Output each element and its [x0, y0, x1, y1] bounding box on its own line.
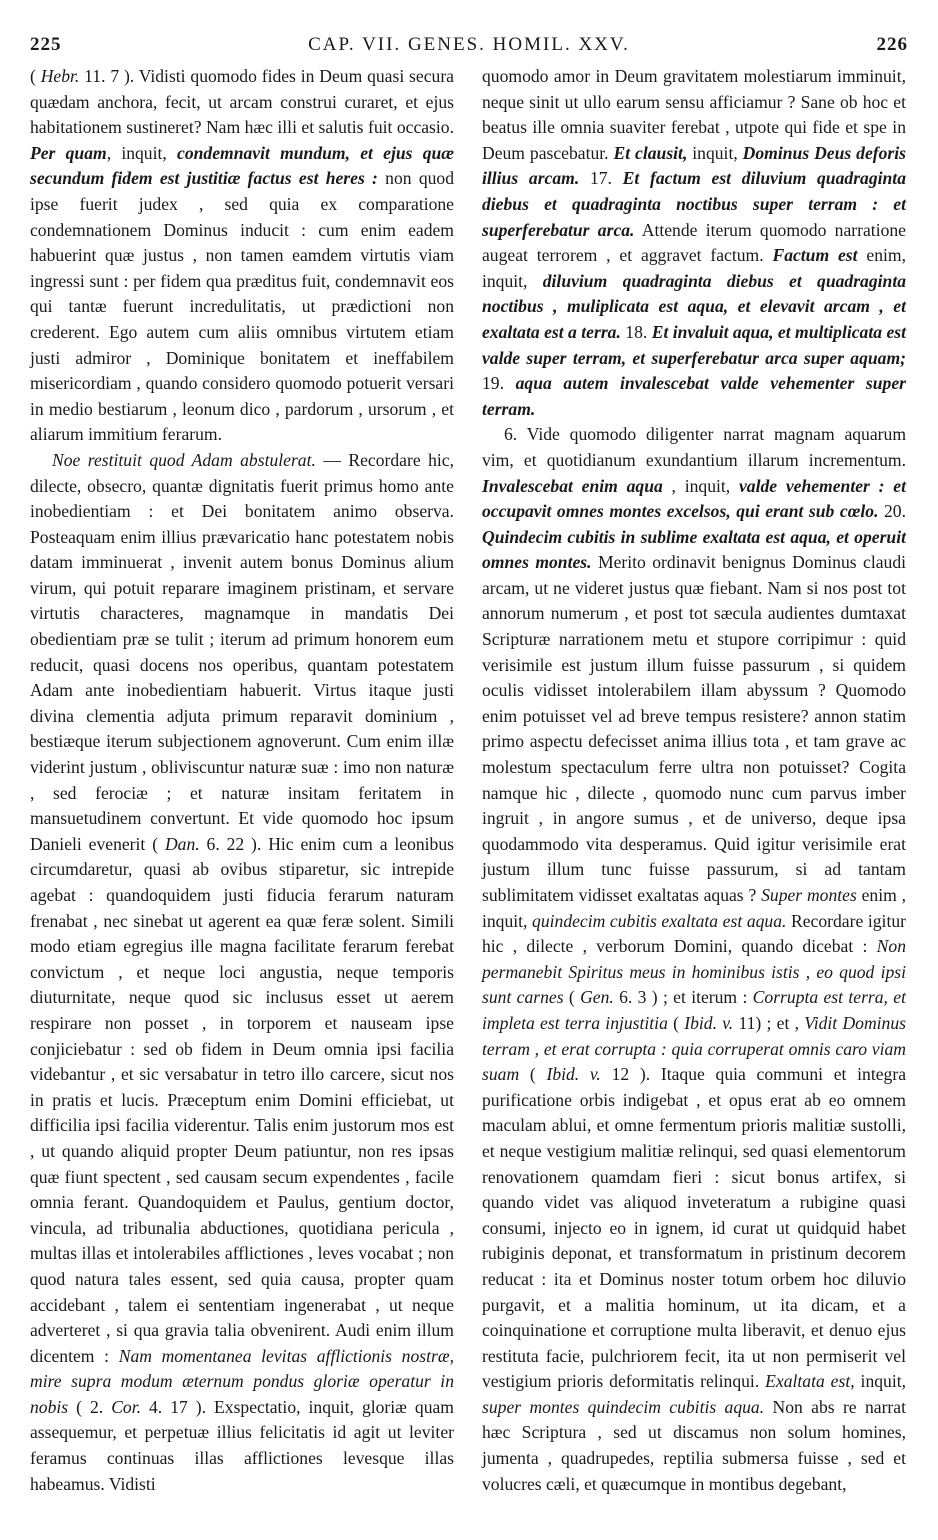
text-run: Non abs re narrat hæc Scriptura , sed ut discamus non solum homines, jumenta , quadrupedes, reptilia submersa fuisse , sed et volucres cæli, et quæcumque in montibus degebant,: [482, 1396, 906, 1494]
text-run: valde vehementer : et occupavit omnes montes excelsos, qui erant sub cœlo.: [482, 475, 906, 522]
text-run: diluvium quadraginta diebus et quadraginta noctibus , muliplicata est aqua, et elevavit arcam , et exaltata est a terra.: [482, 270, 906, 342]
text-run: Noe restituit quod Adam abstulerat.: [52, 449, 316, 470]
text-run: Non permanebit Spiritus meus in hominibus istis , eo quod ipsi sunt carnes: [482, 936, 906, 1008]
text-run: quindecim cubitis exaltata est aqua.: [532, 910, 787, 931]
text-run: enim, inquit,: [482, 245, 906, 291]
text-run: enim , inquit,: [482, 885, 906, 931]
text-run: Corrupta est terra, et impleta est terra injustitia: [482, 987, 906, 1033]
text-run: inquit,: [854, 1371, 907, 1392]
text-run: Dominus Deus deforis illius arcam.: [482, 142, 906, 189]
right-column: [482, 64, 906, 1497]
text-run: 20.: [878, 501, 906, 522]
text-run: Et invaluit aqua, et multiplicata est valde super terram, et superferebatur arca super aquam;: [482, 321, 906, 368]
text-run: (: [563, 987, 581, 1008]
text-run: — Recordare hic, dilecte, obsecro, quantæ dignitatis fuerit primus homo ante inobedientiam : et Dei bonitatem animo observa. Posteaquam enim illius prævaricatio hanc potestatem nobis datam imminuerat , invenit autem bonus Dominus alium virum, qui potuit reparare imaginem pristinam, et servare virtutis characteres, magnamque in mandatis Dei obedientiam præ se tulit ; iterum ad primum honorem eum reducit, quasi docens nos operibus, quantam potestatem Adam ante inobedientiam habuerit. Virtus itaque justi divina clementia adjuta primum reparavit dominium , bestiæque iterum subjectionem agnoverunt. Cum enim illæ viderint justum , obliviscuntur naturæ suæ : imo non naturæ , sed ferociæ ; et naturæ insitam feritatem in mansuetudinem convertunt. Et vide quomodo hoc ipsum Danieli evenerit (: [30, 449, 454, 854]
running-title: CAP. VII. GENES. HOMIL. XXV.: [308, 34, 630, 55]
text-run: Et factum est diluvium quadraginta diebus et quadraginta noctibus super terram : et superferebatur arca.: [482, 168, 906, 240]
text-run: Super montes: [761, 885, 857, 905]
text-run: Cor.: [111, 1396, 142, 1417]
text-run: 6. Vide quomodo diligenter narrat magnam aquarum vim, et quotidianum exundantium illarum incrementum.: [482, 424, 906, 470]
text-run: inquit,: [687, 142, 743, 163]
text-run: Attende iterum quomodo narratione augeat terrorem , et aggravet factum.: [482, 219, 906, 266]
left-column: [30, 64, 454, 1497]
text-run: Et clausit,: [613, 142, 688, 163]
text-run: super montes quindecim cubitis aqua.: [482, 1396, 765, 1417]
text-run: Gen.: [580, 987, 614, 1008]
text-run: Ibid. v.: [546, 1064, 601, 1085]
paragraph: [30, 64, 454, 448]
text-run: aqua autem invalescebat valde vehementer super terram.: [482, 373, 907, 419]
text-run: quomodo amor in Deum gravitatem molestiarum imminuit, neque sinit ut ullo earum sensu afficiamur ? Sane ob hoc et beatus ille omnia suaviter ferebat , utpote qui fide et spe in Deum pascebatur.: [482, 66, 906, 163]
page-header: [30, 34, 908, 60]
text-run: Dan.: [164, 833, 200, 854]
text-run: 6. 22 ). Hic enim cum a leonibus circumdaretur, quasi ab ovibus stiparetur, sic intrepide agebat : quandoquidem justi fiducia ferarum naturam frenabat , nec sinebat ut agerent ea quæ feræ solent. Simili modo etiam egregius ille magna facilitate ferarum ferebat convictum , et neque loci angustia, neque temporis diuturnitate, neque quod sic inclusus esset ut aerem respirare non posset , in torporem et nauseam ipse conjiciebatur : sed ob fidem in Deum omnia ipsi facilia videbantur , et sic versabatur in tetro illo carcere, sicut nos in pratis et lucis. Præceptum enim Domini efficiebat, ut difficilia ipsi facilia viderentur. Talis enim justorum mos est , ut quando aliquid propter Deum patiuntur, non res ipsas quæ fiunt spectent , sed causam secum expendentes , facile omnia ferant. Quandoquidem et Paulus, gentium doctor, vincula, ad tribunalia abductiones, quotidiana pericula , multas illas et intolerabiles afflictiones , leves vocabat ; non quod natura tales essent, sed quia causa, propter quam accidebant , talem ei sententiam ingenerabat , ut neque adverteret , si qua gravia talia obvenirent. Audi enim illum dicentem :: [30, 833, 454, 1366]
page-number-left: 225: [30, 34, 62, 55]
paragraph: [482, 422, 906, 1497]
text-run: 18.: [620, 321, 652, 342]
paragraph: [30, 448, 454, 1497]
text-run: (: [667, 1012, 685, 1033]
text-run: 11. 7 ). Vidisti quomodo fides in Deum quasi secura quædam anchora, fecit, ut arcam construi curaret, et ejus habitationem sustineret? Nam hæc illi et salutis fuit occasio.: [30, 66, 454, 138]
text-run: Quindecim cubitis in sublime exaltata est aqua, et operuit omnes montes.: [482, 526, 906, 573]
text-run: Invalescebat enim aqua: [482, 475, 663, 496]
text-run: Per quam: [30, 142, 107, 163]
text-run: (: [519, 1064, 547, 1085]
text-run: condemnavit mundum, et ejus quæ secundum fidem est justitiæ factus est heres :: [30, 142, 454, 189]
text-run: , inquit,: [106, 142, 178, 163]
text-run: Ibid. v.: [684, 1012, 734, 1033]
text-run: 12 ). Itaque quia communi et integra purificatione orbis indigebat , et opus erat ab eo omnem maculam ablui, et omne fermentum prioris malitiæ sustolli, et neque vestigium malitiæ relinqui, sed quasi elementorum renovationem quamdam fieri : sicut bonus artifex, si quando videt vas aliquod inveteratum a rubigine quasi consumi, injecto eo in ignem, id curat ut quidquid habet rubiginis deponat, et transformatum in pristinum decorem reducat : ita et Dominus noster totum orbem hoc diluvio purgavit, et a malitia hominum, ut ita dicam, et a coinquinatione et corruptione multa liberavit, et denuo ejus restituta facie, pulchriorem fecit, ita ut non permiserit vel vestigium prioris deformitatis relinqui.: [482, 1064, 906, 1392]
text-run: Merito ordinavit benignus Dominus claudi arcam, ut ne videret justus quæ fiebant. Nam si nos post tot annorum numerum , et post tot sæcula audientes dumtaxat Scripturæ narrationem metu et stupore corripimur : quid verisimile est justum illum fuisse passurum , si quidem oculis vidisset intolerabilem illam abyssum ? Quomodo enim potuisset vel ad breve tempus resistere? annon statim primo aspectu defecisset anima illius tota , et tam grave ac molestum spectaculum ferre ultra non potuisset? Cogita namque hic , dilecte , quomodo nunc cum parvus imber ingruit , in angore sumus , et de universo, deque ipsa quodammodo vita desperamus. Quid igitur verisimile erat justum illum tunc fuisse passurum, si ad tantam sublimitatem vidisset exaltatas aquas ?: [482, 552, 907, 905]
page-number-right: 226: [876, 34, 908, 55]
text-run: (: [30, 66, 41, 86]
text-run: 11) ; et ,: [733, 1012, 805, 1033]
text-run: Vidit Dominus terram , et erat corrupta : quia corruperat omnis caro viam suam: [482, 1012, 907, 1085]
paragraph: [482, 64, 906, 422]
text-run: Recordare igitur hic , dilecte , verborum Domini, quando dicebat :: [482, 910, 906, 957]
text-run: 17.: [579, 168, 623, 189]
text-run: 4. 17 ). Exspectatio, inquit, gloriæ quam assequemur, et perpetuæ illius felicitatis id agit ut leviter feramus continuas illas afflictiones levesque illas habeamus. Vidisti: [30, 1396, 454, 1494]
text-run: Factum est: [772, 245, 858, 266]
text-run: Hebr.: [40, 66, 80, 86]
text-run: Nam momentanea levitas afflictionis nostræ, mire supra modum æternum pondus gloriæ operatur in nobis: [30, 1345, 454, 1417]
text-run: non quod ipse fuerit judex , sed quia ex comparatione condemnationem Dominus inducit : cum enim eadem habuerint quæ justus , non tamen eamdem virtutis viam ingressi sunt : per fidem qua præditus fuit, condemnavit eos qui tantæ fuerunt incredulitatis, ut prædictioni non crederent. Ego autem cum aliis omnibus virtutem etiam justi admiror , Dominique bonitatem et ineffabilem misericordiam , quando considero quomodo potuerit versari in medio bestiarum , leonum dico , pardorum , ursorum , et aliarum immitium ferarum.: [30, 168, 455, 445]
text-run: Exaltata est,: [765, 1371, 855, 1392]
text-run: ( 2.: [68, 1396, 112, 1417]
text-run: 6. 3 ) ; et iterum :: [613, 987, 753, 1008]
text-run: , inquit,: [662, 475, 739, 496]
text-run: 19.: [482, 373, 516, 394]
